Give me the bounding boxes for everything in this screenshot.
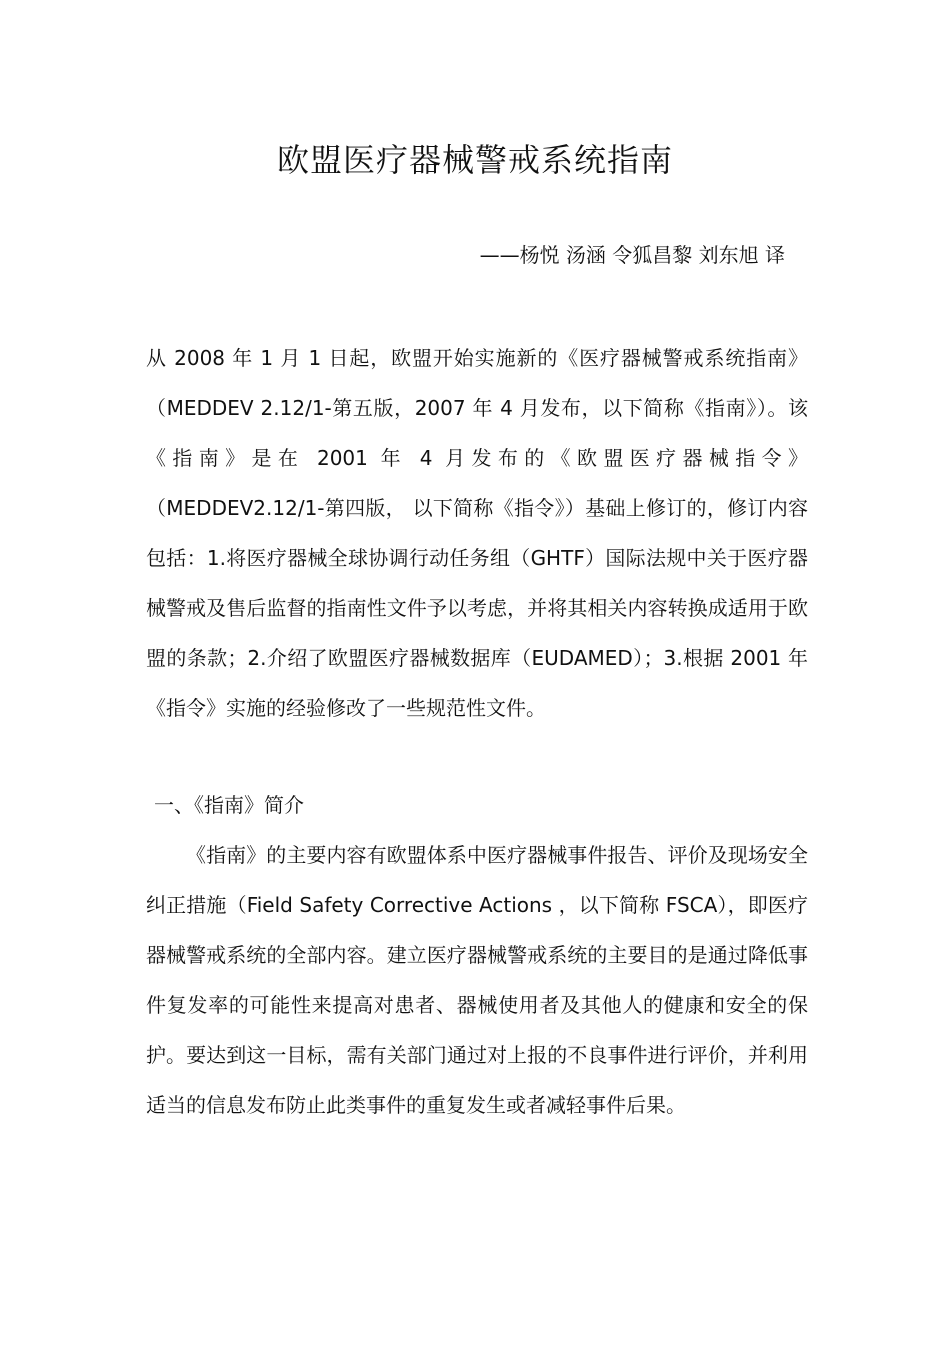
- intro-paragraph: 从 2008 年 1 月 1 日起，欧盟开始实施新的《医疗器械警戒系统指南》（MEDDEV 2.12/1-第五版，2007 年 4 月发布，以下简称《指南》）。该《指南》是在 2001 年 4 月发布的《欧盟医疗器械指令》（MEDDEV2.12/1-第四版， 以下简称《指令》）基础上修订的，修订内容包括：1.将医疗器械全球协调行动任务组（GHTF）国际法规中关于医疗器械警戒及售后监督的指南性文件予以考虑，并将其相关内容转换成适用于欧盟的条款；2.介绍了欧盟医疗器械数据库（EUDAMED）；3.根据 2001 年《指令》实施的经验修改了一些规范性文件。: [146, 346, 808, 720]
- translator-byline: ——杨悦 汤涵 令狐昌黎 刘东旭 译: [479, 243, 785, 267]
- document-title: 欧盟医疗器械警戒系统指南: [276, 141, 673, 179]
- section-paragraph: 《指南》的主要内容有欧盟体系中医疗器械事件报告、评价及现场安全纠正措施（Field Safety Corrective Actions ，以下简称 FSCA），即医疗器械警戒系统的全部内容。建立医疗器械警戒系统的主要目的是通过降低事件复发率的可能性来提高对患者、器械使用者及其他人的健康和安全的保护。要达到这一目标，需有关部门通过对上报的不良事件进行评价，并利用适当的信息发布防止此类事件的重复发生或者减轻事件后果。: [146, 843, 808, 1117]
- section-heading: 一、《指南》简介: [154, 793, 304, 817]
